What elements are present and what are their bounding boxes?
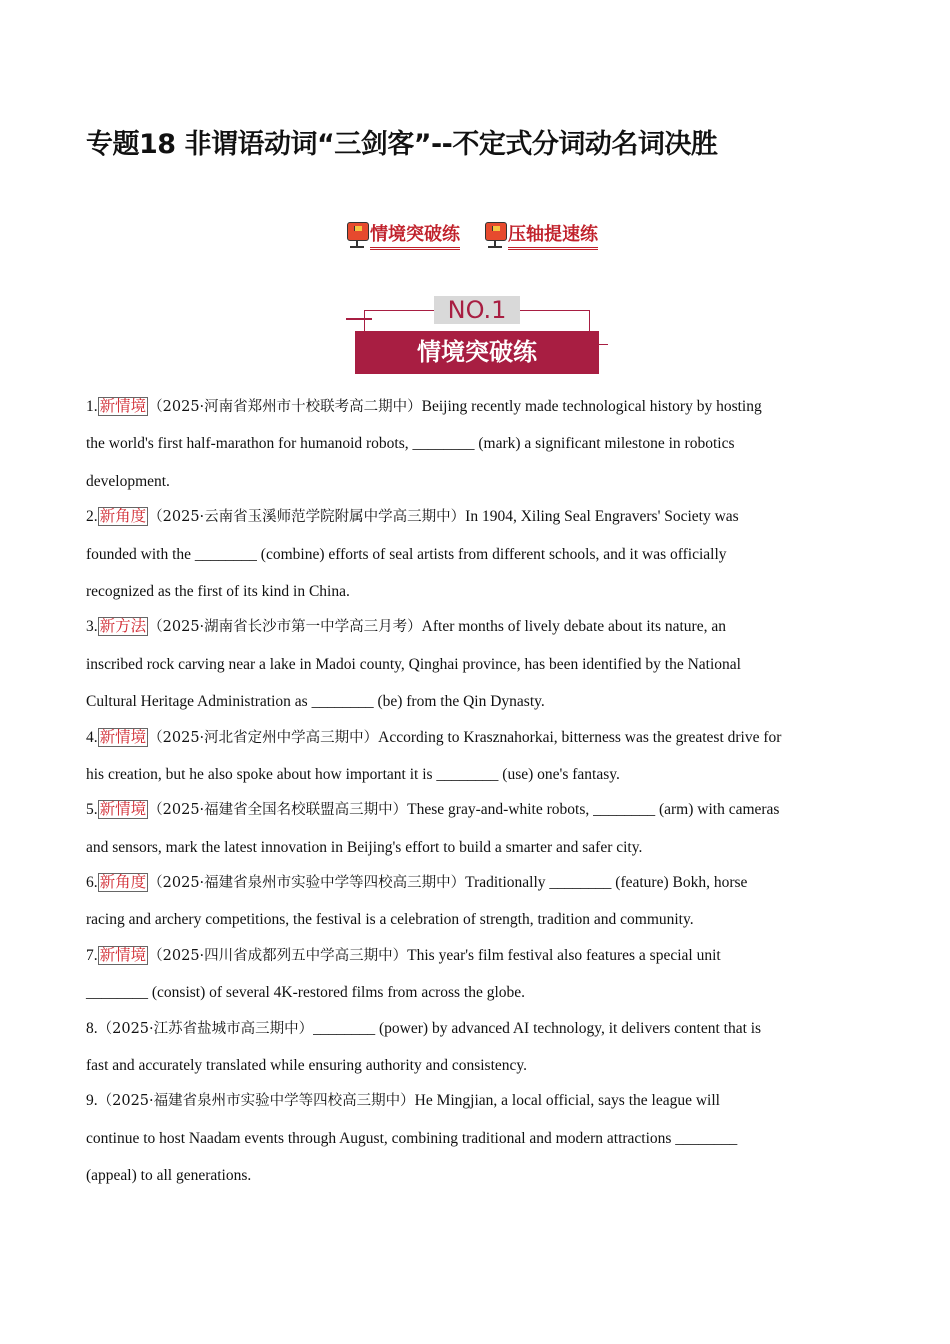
question-source: （2025·河南省郑州市十校联考高二期中） (148, 399, 422, 415)
nav-link-situational[interactable] (346, 208, 460, 250)
section-title: 情境突破练 (355, 331, 599, 374)
question-text: After months of lively debate about its nature, an (421, 618, 726, 636)
question-line (86, 536, 856, 573)
question-text: his creation, but he also spoke about how important it is ________ (use) one's fantasy. (86, 765, 620, 783)
question-item (86, 1082, 856, 1194)
question-tag: 新角度 (99, 508, 147, 526)
question-line (86, 974, 856, 1011)
question-text: He Mingjian, a local official, says the league will (414, 1092, 720, 1110)
question-text: ________ (power) by advanced AI technology, it delivers content that is (313, 1019, 762, 1037)
question-text: Beijing recently made technological history by hosting (421, 398, 762, 415)
question-line (86, 829, 856, 866)
question-line (86, 498, 856, 535)
nav-link-label[interactable]: 压轴提速练 (508, 220, 598, 250)
question-item (86, 608, 856, 720)
question-line (86, 573, 856, 610)
question-line (86, 901, 856, 938)
question-tag: 新方法 (99, 618, 147, 636)
question-item (86, 1010, 856, 1085)
question-line (86, 756, 856, 793)
nav-link-final[interactable] (484, 208, 598, 250)
question-source: （2025·湖南省长沙市第一中学高三月考） (148, 619, 422, 636)
nav-link-label[interactable]: 情境突破练 (370, 220, 460, 250)
question-list (86, 388, 856, 1193)
flag-icon (346, 222, 368, 250)
question-source: （2025·河北省定州中学高三期中） (148, 729, 379, 746)
question-line (86, 937, 856, 974)
question-tag: 新情境 (99, 801, 147, 819)
question-source: （2025·福建省泉州市实验中学等四校高三期中） (97, 1093, 415, 1110)
question-tag: 新情境 (99, 946, 147, 964)
question-text: recognized as the first of its kind in China. (86, 582, 350, 600)
question-item (86, 937, 856, 1012)
question-line (86, 864, 856, 901)
question-line (86, 1157, 856, 1194)
question-item (86, 864, 856, 939)
question-line (86, 791, 856, 828)
section-banner (346, 294, 608, 376)
question-tag: 新角度 (99, 874, 147, 892)
page-title: 专题18 非谓语动词“三剑客”--不定式分词动名词决胜 (86, 129, 718, 160)
question-number: 7. (86, 946, 98, 964)
question-line (86, 388, 856, 425)
question-item (86, 498, 856, 610)
question-line (86, 463, 856, 500)
question-number: 5. (86, 801, 98, 819)
question-source: （2025·四川省成都列五中学高三期中） (148, 947, 408, 964)
question-number: 8. (86, 1019, 98, 1037)
question-source: （2025·福建省泉州市实验中学等四校高三期中） (148, 875, 466, 892)
question-text: development. (86, 472, 170, 490)
question-line (86, 1010, 856, 1047)
question-source: （2025·江苏省盐城市高三期中） (97, 1020, 314, 1037)
question-number: 2. (86, 508, 98, 526)
question-number: 1. (86, 398, 98, 415)
question-item (86, 719, 856, 794)
question-text: In 1904, Xiling Seal Engravers' Society was (465, 508, 739, 526)
question-text: continue to host Naadam events through August, combining traditional and modern attractions ________ (86, 1129, 738, 1147)
question-text: Traditionally ________ (feature) Bokh, horse (465, 874, 748, 892)
question-line (86, 608, 856, 645)
question-line (86, 646, 856, 683)
question-text: founded with the ________ (combine) efforts of seal artists from different schools, and it was officially (86, 545, 727, 563)
question-text: These gray-and-white robots, ________ (arm) with cameras (407, 801, 780, 819)
question-text: ________ (consist) of several 4K-restored films from across the globe. (86, 984, 526, 1002)
question-line (86, 719, 856, 756)
question-number: 4. (86, 728, 98, 746)
question-number: 3. (86, 618, 98, 636)
question-text: Cultural Heritage Administration as ________ (be) from the Qin Dynasty. (86, 693, 545, 711)
question-text: fast and accurately translated while ensuring authority and consistency. (86, 1057, 528, 1075)
question-tag: 新情境 (99, 728, 147, 746)
question-text: the world's first half-marathon for humanoid robots, ________ (mark) a significant milestone in robotics (86, 435, 735, 453)
question-text: This year's film festival also features a special unit (407, 946, 721, 964)
question-number: 9. (86, 1092, 98, 1110)
question-item (86, 388, 856, 500)
question-source: （2025·云南省玉溪师范学院附属中学高三期中） (148, 509, 466, 526)
question-line (86, 1047, 856, 1084)
flag-icon (484, 222, 506, 250)
question-text: and sensors, mark the latest innovation in Beijing's effort to build a smarter and safer city. (86, 838, 643, 856)
question-line (86, 425, 856, 462)
question-source: （2025·福建省全国名校联盟高三期中） (148, 802, 408, 819)
question-text: (appeal) to all generations. (86, 1167, 252, 1185)
question-text: racing and archery competitions, the festival is a celebration of strength, tradition and community. (86, 911, 694, 929)
question-item (86, 791, 856, 866)
section-number: NO.1 (434, 296, 520, 324)
question-number: 6. (86, 874, 98, 892)
question-text: According to Krasznahorkai, bitterness was the greatest drive for (378, 728, 782, 746)
question-line (86, 1120, 856, 1157)
question-text: inscribed rock carving near a lake in Madoi county, Qinghai province, has been identified by the National (86, 655, 741, 673)
question-line (86, 683, 856, 720)
question-tag: 新情境 (99, 398, 147, 415)
question-line (86, 1082, 856, 1119)
